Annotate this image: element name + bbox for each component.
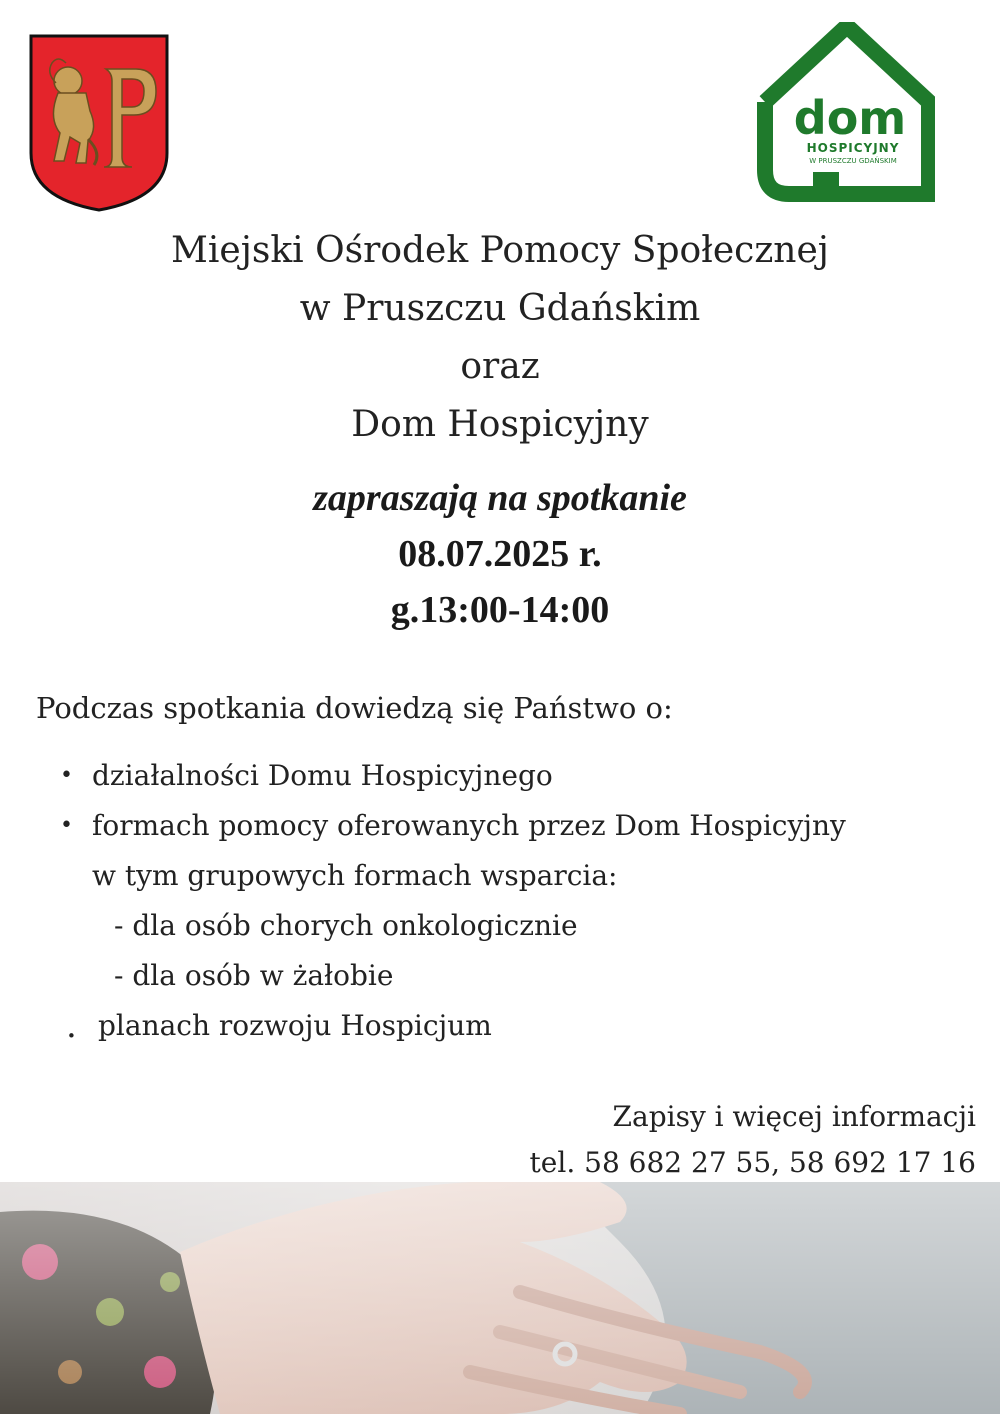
dom-hospicyjny-logo <box>755 22 935 202</box>
invitation-text: zapraszają na spotkanie <box>313 477 687 519</box>
agenda-item-3: planach rozwoju Hospicjum <box>98 1009 492 1042</box>
contact-line-1: Zapisy i więcej informacji <box>612 1100 976 1133</box>
hands-photo <box>0 1182 1000 1414</box>
contact-block <box>530 1094 976 1186</box>
agenda-subitem-1: - dla osób chorych onkologicznie <box>114 909 578 942</box>
contact-phone: tel. 58 682 27 55, 58 692 17 16 <box>529 1146 976 1179</box>
logo-word: dom <box>793 91 907 145</box>
logo-subline: W PRUSZCZU GDAŃSKIM <box>809 157 897 165</box>
bullet-icon: • <box>60 763 73 788</box>
event-date: 08.07.2025 r. <box>398 533 602 575</box>
logo-subtitle: HOSPICYJNY <box>806 141 900 155</box>
agenda-subitem-2: - dla osób w żałobie <box>114 959 394 992</box>
hands-illustration-icon <box>0 1182 1000 1414</box>
organizer-line-3: oraz <box>460 346 540 387</box>
organizer-line-1: Miejski Ośrodek Pomocy Społecznej <box>171 230 829 271</box>
organizers-block <box>0 222 1000 454</box>
coat-of-arms <box>28 33 170 213</box>
bullet-icon: . <box>66 1006 77 1046</box>
invitation-block <box>0 470 1000 638</box>
coat-of-arms-icon <box>28 33 170 213</box>
bullet-icon: • <box>60 813 73 838</box>
organizer-line-4: Dom Hospicyjny <box>351 404 649 445</box>
agenda-item-2-continued: w tym grupowych formach wsparcia: <box>92 859 618 892</box>
agenda-item-1: działalności Domu Hospicyjnego <box>92 759 553 792</box>
event-time: g.13:00-14:00 <box>390 589 610 631</box>
agenda-intro: Podczas spotkania dowiedzą się Państwo o: <box>36 691 673 725</box>
organizer-line-2: w Pruszczu Gdańskim <box>299 288 701 329</box>
house-logo-icon <box>755 22 935 202</box>
agenda-item-2: formach pomocy oferowanych przez Dom Hospicyjny <box>92 809 846 842</box>
